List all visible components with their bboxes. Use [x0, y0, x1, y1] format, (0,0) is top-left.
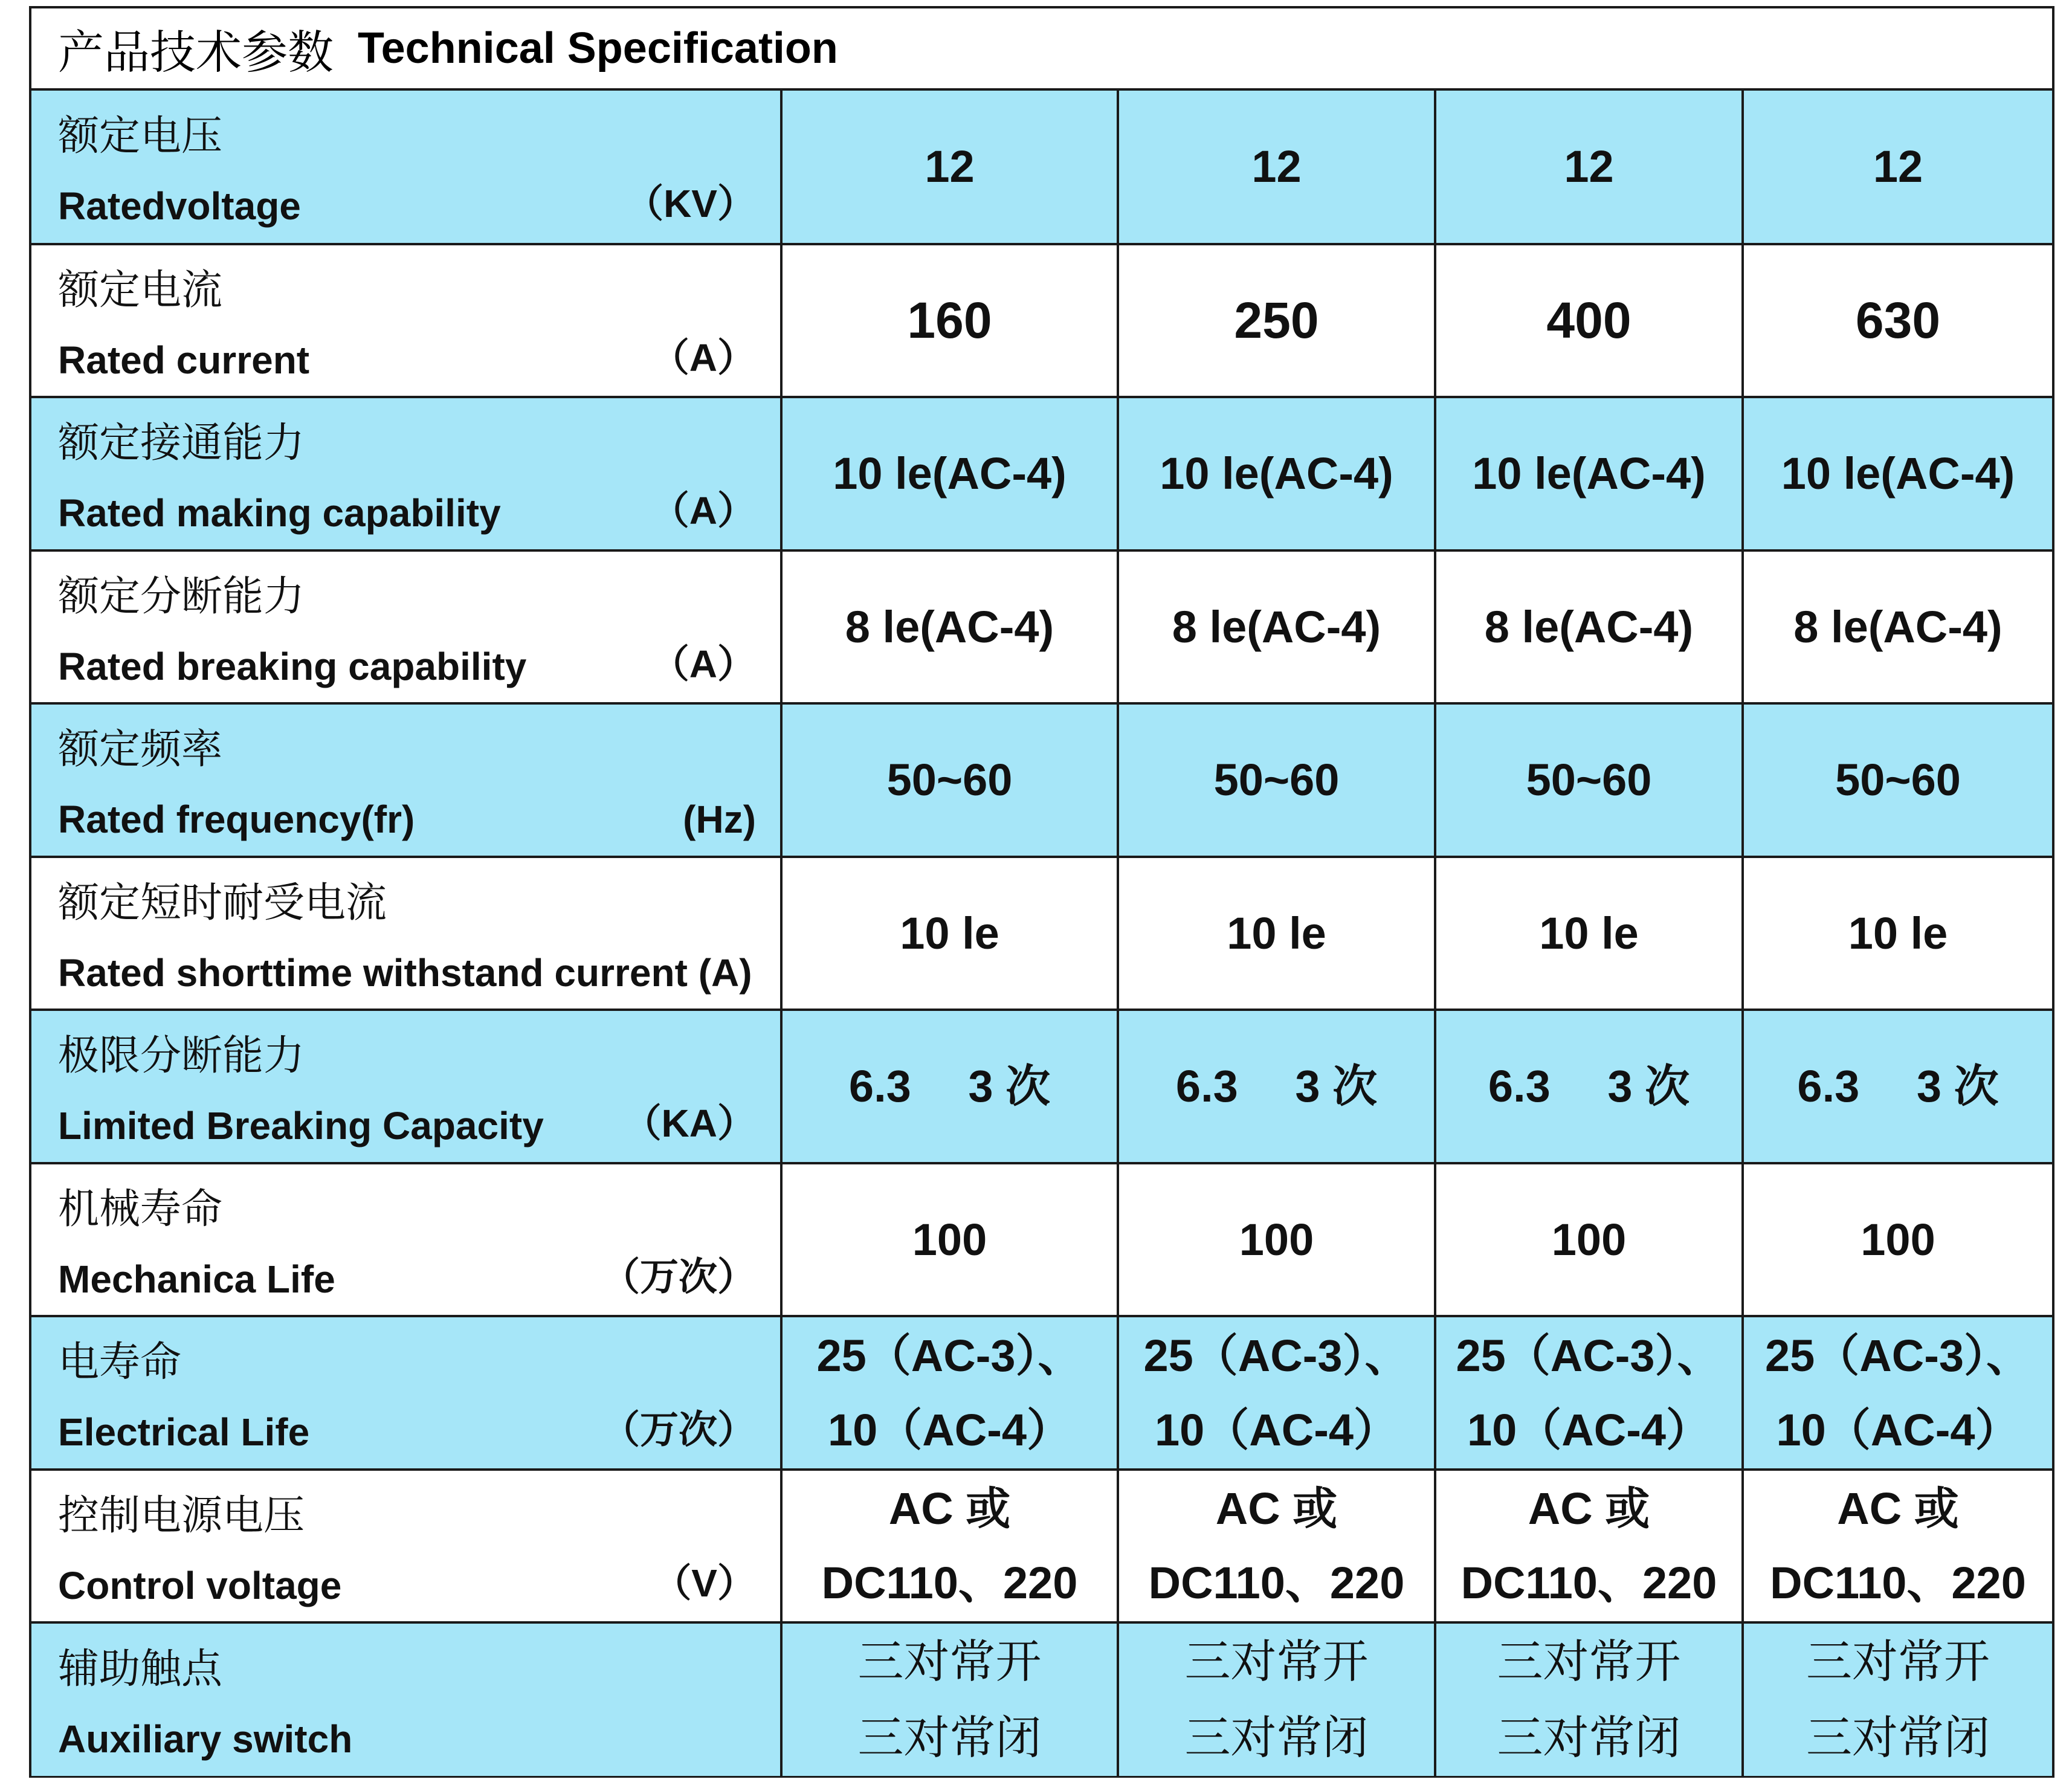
value-text: 25（AC-3）、: [1456, 1330, 1722, 1381]
parameter-name-chinese: 额定电压: [58, 112, 223, 161]
parameter-unit: （A）: [650, 642, 756, 686]
value-text: 50~60: [1526, 755, 1652, 805]
parameter-name-chinese: 额定分断能力: [58, 572, 305, 621]
parameter-cell: [31, 550, 781, 704]
value-cell: [1435, 550, 1743, 704]
parameter-name-chinese: 控制电源电压: [58, 1491, 305, 1540]
value-text: 三对常闭: [1184, 1710, 1369, 1764]
table-row: [31, 91, 2052, 244]
value-cell: [1743, 1316, 2052, 1470]
value-text: 10 le: [900, 908, 999, 958]
value-text: 6.3 3 次: [848, 1061, 1051, 1112]
parameter-cell: [31, 1010, 781, 1163]
value-text: 三对常开: [1497, 1635, 1681, 1689]
value-text: 12: [925, 141, 975, 192]
value-cell: [781, 857, 1118, 1010]
value-text: 100: [1861, 1214, 1935, 1265]
value-text: 25（AC-3）、: [816, 1330, 1083, 1381]
value-cell: [1435, 1010, 1743, 1163]
value-cell: [1118, 1163, 1435, 1317]
value-cell: [1743, 1622, 2052, 1776]
parameter-unit: （万次）: [601, 1254, 756, 1299]
table-row: [31, 397, 2052, 550]
value-text: 50~60: [1835, 755, 1961, 805]
parameter-label: [31, 1318, 780, 1467]
table-row: [31, 244, 2052, 398]
value-cell: [1435, 1163, 1743, 1317]
value-text: 10 le: [1539, 908, 1639, 958]
value-cell: [1743, 244, 2052, 398]
parameter-name-chinese: 机械寿命: [58, 1185, 223, 1233]
value-cell: [1435, 91, 1743, 244]
table-row: [31, 1316, 2052, 1470]
value-cell: [1743, 397, 2052, 550]
value-cell: [1435, 1470, 1743, 1623]
parameter-name-chinese: 额定接通能力: [58, 419, 305, 468]
value-cell: [781, 1470, 1118, 1623]
value-text: 12: [1564, 141, 1614, 192]
value-cell: [1118, 703, 1435, 857]
parameter-cell: [31, 857, 781, 1010]
parameter-unit: （A）: [650, 489, 756, 533]
value-text: AC 或: [1528, 1483, 1650, 1534]
value-text: 25（AC-3）、: [1765, 1330, 2031, 1381]
table-row: [31, 1622, 2052, 1776]
parameter-name-english: Electrical Life: [58, 1410, 310, 1454]
value-text: 250: [1234, 291, 1319, 349]
value-text: DC110、220: [1770, 1558, 2026, 1609]
value-text: 10 le: [1848, 908, 1948, 958]
value-cell: [781, 91, 1118, 244]
parameter-unit: （V）: [653, 1561, 756, 1605]
value-cell: [1118, 550, 1435, 704]
value-text: 50~60: [886, 755, 1013, 805]
parameter-name-chinese: 辅助触点: [58, 1645, 223, 1694]
table-row: [31, 1163, 2052, 1317]
value-cell: [1118, 1010, 1435, 1163]
parameter-name-chinese: 极限分断能力: [58, 1032, 305, 1080]
parameter-unit: （A）: [650, 335, 756, 379]
parameter-label: [31, 553, 780, 701]
parameter-unit: （KA）: [622, 1102, 756, 1146]
value-cell: [1118, 397, 1435, 550]
value-cell: [1118, 1622, 1435, 1776]
value-text: 25（AC-3）、: [1143, 1330, 1410, 1381]
parameter-name-chinese: 电寿命: [58, 1338, 182, 1387]
parameter-name-english: Auxiliary switch: [58, 1717, 353, 1761]
parameter-cell: [31, 1163, 781, 1317]
parameter-unit: (Hz): [683, 798, 756, 842]
parameter-label: [31, 1625, 780, 1773]
parameter-cell: [31, 1622, 781, 1776]
value-text: 12: [1251, 141, 1302, 192]
spec-table-body: [31, 91, 2052, 1776]
value-cell: [1118, 244, 1435, 398]
value-text: 100: [912, 1214, 987, 1265]
parameter-unit: （万次）: [601, 1408, 756, 1452]
value-cell: [1743, 703, 2052, 857]
value-text: 10 le(AC-4): [1781, 448, 2015, 499]
value-cell: [1118, 1470, 1435, 1623]
value-text: 10（AC-4）: [1467, 1404, 1711, 1455]
value-text: 三对常闭: [1497, 1710, 1681, 1764]
value-cell: [1435, 857, 1743, 1010]
parameter-name-english: Control voltage: [58, 1563, 342, 1607]
value-text: 100: [1551, 1214, 1627, 1265]
parameter-cell: [31, 1470, 781, 1623]
parameter-name-chinese: 额定短时耐受电流: [58, 879, 387, 927]
value-cell: [781, 1010, 1118, 1163]
value-text: 10 le(AC-4): [833, 448, 1067, 499]
parameter-label: [31, 247, 780, 395]
value-cell: [781, 1622, 1118, 1776]
value-cell: [1743, 1163, 2052, 1317]
spec-table: [31, 91, 2052, 1776]
parameter-name-english: Rated shorttime withstand current (A): [58, 950, 752, 995]
value-cell: [781, 550, 1118, 704]
parameter-name-chinese: 额定频率: [58, 726, 223, 774]
parameter-cell: [31, 244, 781, 398]
value-text: AC 或: [888, 1483, 1011, 1534]
value-text: 100: [1239, 1214, 1314, 1265]
table-row: [31, 857, 2052, 1010]
parameter-name-english: Rated frequency(fr): [58, 798, 415, 842]
title-chinese: 产品技术参数: [58, 25, 334, 79]
value-text: 10（AC-4）: [1155, 1404, 1398, 1455]
value-text: 8 le(AC-4): [1484, 601, 1694, 652]
value-text: 三对常开: [857, 1635, 1042, 1689]
value-cell: [781, 1316, 1118, 1470]
value-text: 10 le(AC-4): [1472, 448, 1706, 499]
value-text: 10 le(AC-4): [1160, 448, 1393, 499]
value-text: 50~60: [1213, 755, 1340, 805]
value-text: 8 le(AC-4): [845, 601, 1054, 652]
parameter-label: [31, 859, 780, 1007]
value-text: 10（AC-4）: [1776, 1404, 2020, 1455]
parameter-cell: [31, 1316, 781, 1470]
value-text: 6.3 3 次: [1797, 1061, 1999, 1112]
value-text: 三对常开: [1184, 1635, 1369, 1689]
value-text: 10（AC-4）: [828, 1404, 1071, 1455]
spec-sheet: [29, 6, 2054, 1778]
parameter-label: [31, 1166, 780, 1314]
parameter-label: [31, 1012, 780, 1160]
parameter-name-english: Rated making capability: [58, 491, 501, 535]
parameter-cell: [31, 397, 781, 550]
parameter-label: [31, 399, 780, 547]
table-row: [31, 1470, 2052, 1623]
value-text: 三对常闭: [1806, 1710, 1990, 1764]
value-cell: [1743, 1010, 2052, 1163]
value-cell: [781, 703, 1118, 857]
value-text: 6.3 3 次: [1175, 1061, 1378, 1112]
value-text: AC 或: [1215, 1483, 1338, 1534]
page-title: [31, 8, 2052, 91]
parameter-name-english: Mechanica Life: [58, 1257, 335, 1301]
value-text: AC 或: [1837, 1483, 1959, 1534]
parameter-name-english: Ratedvoltage: [58, 184, 301, 228]
value-cell: [1435, 244, 1743, 398]
value-cell: [1435, 1316, 1743, 1470]
value-cell: [1743, 857, 2052, 1010]
value-text: 三对常开: [1806, 1635, 1990, 1689]
value-cell: [1743, 91, 2052, 244]
value-text: DC110、220: [1460, 1558, 1717, 1609]
value-cell: [1743, 1470, 2052, 1623]
value-text: 10 le: [1227, 908, 1326, 958]
value-text: DC110、220: [821, 1558, 1078, 1609]
table-row: [31, 550, 2052, 704]
value-text: 160: [907, 291, 992, 349]
value-text: 630: [1855, 291, 1941, 349]
parameter-label: [31, 706, 780, 854]
value-text: 8 le(AC-4): [1793, 601, 2003, 652]
table-row: [31, 1010, 2052, 1163]
value-text: 400: [1546, 291, 1631, 349]
value-cell: [781, 1163, 1118, 1317]
value-cell: [1118, 91, 1435, 244]
value-text: 三对常闭: [857, 1710, 1042, 1764]
value-cell: [781, 244, 1118, 398]
value-cell: [1435, 397, 1743, 550]
parameter-cell: [31, 91, 781, 244]
parameter-name-chinese: 额定电流: [58, 266, 223, 314]
value-text: DC110、220: [1148, 1558, 1405, 1609]
value-cell: [1118, 1316, 1435, 1470]
value-text: 12: [1873, 141, 1923, 192]
table-row: [31, 703, 2052, 857]
parameter-name-english: Limited Breaking Capacity: [58, 1104, 544, 1148]
value-cell: [1743, 550, 2052, 704]
parameter-name-english: Rated current: [58, 338, 310, 382]
value-cell: [781, 397, 1118, 550]
parameter-label: [31, 1472, 780, 1620]
value-cell: [1435, 703, 1743, 857]
value-text: 8 le(AC-4): [1172, 601, 1381, 652]
parameter-name-english: Rated breaking capability: [58, 644, 527, 688]
parameter-label: [31, 92, 780, 240]
parameter-cell: [31, 703, 781, 857]
value-text: 6.3 3 次: [1488, 1061, 1690, 1112]
value-cell: [1118, 857, 1435, 1010]
parameter-unit: （KV）: [625, 182, 756, 226]
title-english: Technical Specification: [358, 24, 838, 73]
value-cell: [1435, 1622, 1743, 1776]
